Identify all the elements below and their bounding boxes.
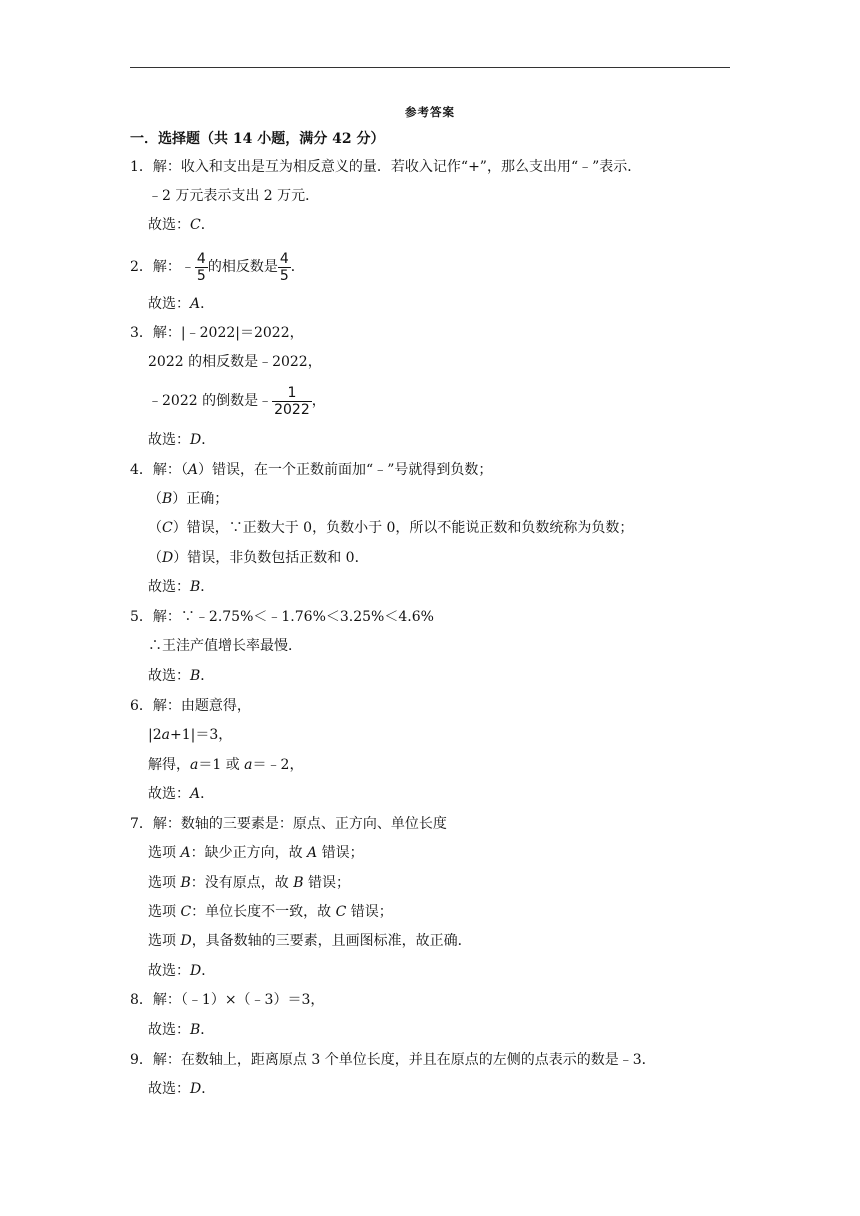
answer-7-line-3: 选项 B：没有原点，故 B 错误；: [148, 875, 350, 891]
answer-5-selection: 故选：B．: [148, 668, 215, 684]
answer-1-line-1: 1．解：收入和支出是互为相反意义的量．若收入记作“+”，那么支出用“﹣”表示．: [130, 159, 642, 175]
answer-7-line-1: 7．解：数轴的三要素是：原点、正方向、单位长度: [130, 816, 447, 832]
answer-3-selection: 故选：D．: [148, 432, 216, 448]
page-title: 参考答案: [405, 105, 455, 119]
answer-4-selection: 故选：B．: [148, 579, 215, 595]
answer-3-line-3: ﹣2022 的倒数是﹣ $\frac{1}{2022}$ ，: [148, 384, 326, 418]
answer-3-line-1: 3．解：|﹣2022|＝2022，: [130, 325, 304, 341]
answer-6-line-3: 解得，a＝1 或 a＝﹣2，: [148, 757, 304, 773]
answer-5-line-1: 5．解：∵﹣2.75%＜﹣1.76%＜3.25%＜4.6%: [130, 609, 434, 625]
fraction: $\frac{4}{5}$: [196, 250, 206, 284]
answer-8-selection: 故选：B．: [148, 1022, 215, 1038]
answer-1-line-2: ﹣2 万元表示支出 2 万元．: [148, 188, 320, 204]
answer-9-line-1: 9．解：在数轴上，距离原点 3 个单位长度，并且在原点的左侧的点表示的数是﹣3．: [130, 1052, 656, 1068]
answer-7-line-5: 选项 D，具备数轴的三要素，且画图标准，故正确．: [148, 933, 472, 949]
answer-2-selection: 故选：A．: [148, 296, 215, 312]
fraction: $\frac{1}{2022}$: [274, 384, 310, 418]
answer-4-line-2: （B）正确；: [148, 491, 229, 507]
answer-4-line-3: （C）错误，∵正数大于 0，负数小于 0，所以不能说正数和负数统称为负数；: [148, 520, 634, 536]
answer-1-selection: 故选：C．: [148, 217, 215, 233]
answer-4-line-4: （D）错误，非负数包括正数和 0．: [148, 550, 369, 566]
answer-4-line-1: 4．解：（A）错误，在一个正数前面加“﹣”号就得到负数；: [130, 462, 493, 478]
answer-9-selection: 故选：D．: [148, 1081, 216, 1097]
header-rule: [130, 67, 730, 68]
answer-6-line-1: 6．解：由题意得，: [130, 698, 251, 714]
answer-5-line-2: ∴王洼产值增长率最慢．: [148, 638, 302, 654]
answer-8-line-1: 8．解：（﹣1）×（﹣3）＝3，: [130, 992, 325, 1008]
fraction: $\frac{4}{5}$: [279, 250, 289, 284]
answer-7-line-2: 选项 A：缺少正方向，故 A 错误；: [148, 845, 364, 861]
answer-7-selection: 故选：D．: [148, 963, 216, 979]
answer-7-line-4: 选项 C：单位长度不一致，故 C 错误；: [148, 904, 393, 920]
answer-number: 1．: [130, 159, 153, 175]
section-heading: 一．选择题（共 14 小题，满分 42 分）: [130, 131, 385, 147]
answer-3-line-2: 2022 的相反数是﹣2022，: [148, 354, 322, 370]
answer-6-line-2: |2a+1|＝3，: [148, 727, 233, 743]
answer-6-selection: 故选：A．: [148, 786, 215, 802]
answer-2-line-1: 2．解：﹣ $\frac{4}{5}$ 的相反数是 $\frac{4}{5}$ ．: [130, 250, 305, 284]
